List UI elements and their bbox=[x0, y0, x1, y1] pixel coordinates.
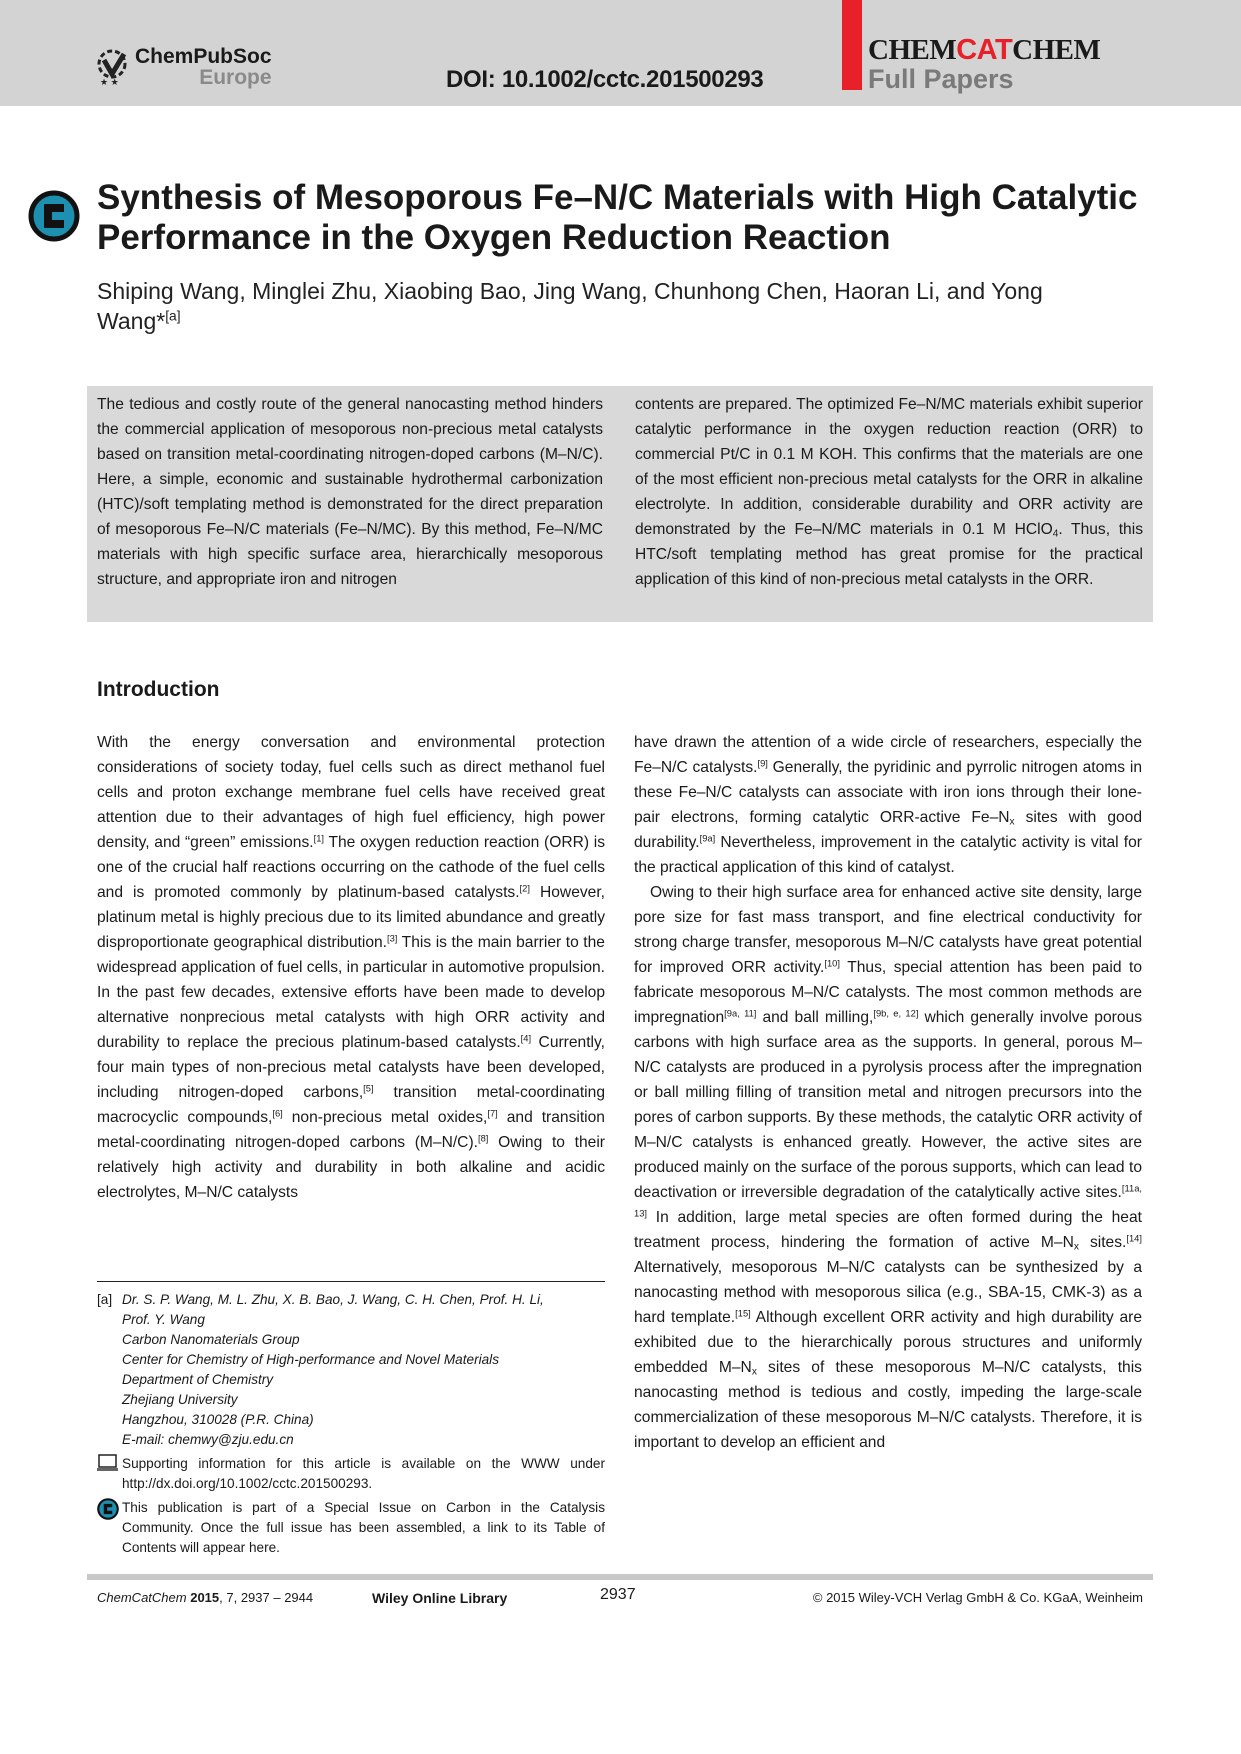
text-run: Alternatively, mesoporous M–N/C catalysts can be synthesized by a nanocasting method with mesoporous silica (e.g., SBA-15, CMK-3) as a hard template. bbox=[634, 1259, 1142, 1326]
abstract-box bbox=[87, 386, 1153, 622]
copyright: © 2015 Wiley-VCH Verlag GmbH & Co. KGaA, Weinheim bbox=[812, 1590, 1143, 1605]
affiliation-line: Center for Chemistry of High-performance and Novel Materials bbox=[122, 1352, 499, 1367]
citation-ref[interactable]: [8] bbox=[477, 1133, 489, 1144]
text-run: With the energy conversation and environmental protection considerations of society today, fuel cells such as direct methanol fuel cells and proton exchange membrane fuel cells have received great attention due to their advantages of high fuel efficiency, high power density, and “green” emissions. bbox=[97, 734, 605, 851]
subscript: x bbox=[1009, 816, 1015, 828]
logo-bottom: Europe bbox=[199, 66, 272, 89]
journal-name bbox=[868, 34, 1100, 67]
footnote-label: [a] bbox=[97, 1292, 113, 1307]
text-run: However, platinum metal is highly precious due to its limited abundance and greatly disproportionate geographical distribution. bbox=[97, 884, 605, 951]
text-run: This is the main barrier to the widespread application of fuel cells, in particular in automotive propulsion. In the past few decades, extensive efforts have been made to develop alternative nonprecious metal catalysts with high ORR activity and durability to replace the precious platinum-based catalysts. bbox=[97, 934, 605, 1051]
text-run: The oxygen reduction reaction (ORR) is one of the crucial half reactions occurring on the cathode of the fuel cells and is promoted commonly by platinum-based catalysts. bbox=[97, 834, 605, 901]
text-run: which generally involve porous carbons with high surface area as the supports. In general, porous M–N/C catalysts are produced in a pyrolysis process after the impregnation or ball milling filling of transition metal and nitrogen precursors into the pores of carbon supports. By these methods, the catalytic ORR activity of M–N/C catalysts is enhanced greatly. However, the active sites are produced mainly on the surface of the porous supports, which can lead to deactivation or irreversible degradation of the catalytically active sites. bbox=[634, 1009, 1142, 1201]
section-label: Full Papers bbox=[868, 64, 1014, 94]
text-run: non-precious metal oxides, bbox=[282, 1109, 488, 1126]
author-affiliation-mark: [a] bbox=[165, 308, 181, 324]
journal-name-c: CHEM bbox=[1012, 34, 1101, 66]
text-run: Although excellent ORR activity and high durability are exhibited due to the hierarchically porous structures and uniformly embedded M–N bbox=[634, 1309, 1143, 1376]
citation-ref[interactable]: [11a, 13] bbox=[634, 1183, 1142, 1219]
article-title: Synthesis of Mesoporous Fe–N/C Materials with High Catalytic Performance in the Oxygen Reduction Reaction bbox=[97, 178, 1138, 257]
special-issue-small-icon bbox=[97, 1498, 122, 1558]
citation-ref[interactable]: [6] bbox=[272, 1108, 283, 1119]
journal-header bbox=[0, 0, 1241, 106]
text-run: In addition, large metal species are often formed during the heat treatment process, hindering the formation of active M–N bbox=[634, 1209, 1142, 1251]
footer-journal: ChemCatChem bbox=[97, 1590, 187, 1605]
citation-ref[interactable]: [9b, e, 12] bbox=[873, 1008, 919, 1019]
text-run: The tedious and costly route of the general nanocasting method hinders the commercial application of mesoporous non-precious metal catalysts based on transition metal-coordinating nitrogen-doped carbons (M–N/C). Here, a simple, economic and sustainable hydrothermal carbonization (HTC)/soft templating method is demonstrated for the direct preparation of mesoporous Fe–N/C materials (Fe–N/MC). By this method, Fe–N/MC materials with high specific surface area, hierarchically mesoporous structure, and appropriate iron and nitrogen bbox=[97, 396, 603, 588]
email[interactable]: E-mail: chemwy@zju.edu.cn bbox=[122, 1432, 294, 1447]
author-list bbox=[97, 276, 1097, 336]
footer-divider bbox=[87, 1574, 1153, 1580]
wiley-online-library-link[interactable]: Wiley Online Library bbox=[372, 1590, 508, 1606]
special-issue-note: This publication is part of a Special Issue on Carbon in the Catalysis Community. Once the full issue has been assembled, a link to its Table of Contents will appear here. bbox=[122, 1500, 605, 1555]
text-run: Generally, the pyridinic and pyrrolic nitrogen atoms in these Fe–N/C catalysts can associate with iron ions through their lone-pair electrons, forming catalytic ORR-active Fe–N bbox=[634, 759, 1142, 826]
citation-ref[interactable]: [2] bbox=[519, 883, 530, 894]
text-run: Thus, special attention has been paid to fabricate mesoporous M–N/C catalysts. The most common methods are impregnation bbox=[634, 959, 1143, 1026]
text-run: Nevertheless, improvement in the catalytic activity is vital for the practical application of this kind of catalyst. bbox=[634, 834, 1142, 876]
abstract-left bbox=[97, 392, 603, 592]
citation-ref[interactable]: [3] bbox=[387, 933, 398, 944]
subscript: x bbox=[751, 1366, 757, 1378]
accent-bar bbox=[842, 0, 862, 90]
text-run: have drawn the attention of a wide circle of researchers, especially the Fe–N/C catalysts. bbox=[634, 734, 1142, 776]
footer-year: 2015 bbox=[190, 1590, 220, 1605]
chempubsoc-logo bbox=[96, 46, 272, 88]
citation-ref[interactable]: [5] bbox=[363, 1083, 374, 1094]
svg-text:★ ★: ★ ★ bbox=[100, 77, 119, 86]
abstract-right bbox=[635, 392, 1143, 592]
text-run: and transition metal-coordinating nitrogen-doped carbons (M–N/C). bbox=[97, 1109, 605, 1151]
citation-ref[interactable]: [9] bbox=[757, 758, 768, 769]
subscript: 4 bbox=[1052, 528, 1059, 540]
text-run: contents are prepared. The optimized Fe–N/MC materials exhibit superior catalytic performance in the oxygen reduction reaction (ORR) to commercial Pt/C in 0.1 M KOH. This confirms that the materials are one of the most efficient non-precious metal catalysts for the ORR in alkaline electrolyte. In addition, considerable durability and ORR activity are demonstrated by the Fe–N/MC materials in 0.1 M HClO bbox=[635, 396, 1143, 538]
text-run: Currently, four main types of non-precious metal catalysts have been developed, including nitrogen-doped carbons, bbox=[97, 1034, 605, 1101]
laptop-icon bbox=[97, 1454, 122, 1494]
affiliation-line: Department of Chemistry bbox=[122, 1372, 274, 1387]
citation-ref[interactable]: [9a] bbox=[699, 833, 716, 844]
affiliation-line: Dr. S. P. Wang, M. L. Zhu, X. B. Bao, J. Wang, C. H. Chen, Prof. H. Li, bbox=[122, 1292, 544, 1307]
intro-right-column bbox=[634, 730, 1142, 1455]
affiliation-line: Prof. Y. Wang bbox=[122, 1312, 205, 1327]
footnotes bbox=[97, 1281, 605, 1558]
text-run: sites. bbox=[1078, 1234, 1127, 1251]
paragraph bbox=[634, 730, 1142, 880]
text-run: sites with good durability. bbox=[634, 809, 1143, 851]
text-run: and ball milling, bbox=[756, 1009, 874, 1026]
affiliation-line: Zhejiang University bbox=[122, 1392, 238, 1407]
logo-top: ChemPubSoc bbox=[135, 45, 272, 68]
journal-name-b: CAT bbox=[956, 34, 1013, 66]
text-run: sites of these mesoporous M–N/C catalysts, this nanocasting method is tedious and costly, impeding the large-scale commercialization of these mesoporous M–N/C catalysts. Therefore, it is important to develop an efficient and bbox=[634, 1359, 1142, 1451]
section-heading: Introduction bbox=[97, 678, 220, 701]
author-names: Shiping Wang, Minglei Zhu, Xiaobing Bao, Jing Wang, Chunhong Chen, Haoran Li, and Yong Wang* bbox=[97, 278, 1043, 334]
citation bbox=[97, 1590, 313, 1605]
text-run: . Thus, this HTC/soft templating method has great promise for the practical application of this kind of non-precious metal catalysts in the ORR. bbox=[635, 521, 1143, 588]
intro-left-column bbox=[97, 730, 605, 1205]
doi[interactable]: DOI: 10.1002/cctc.201500293 bbox=[446, 66, 764, 93]
citation-ref[interactable]: [14] bbox=[1126, 1233, 1142, 1244]
text-run: Owing to their relatively high activity and durability in both alkaline and acidic electrolytes, M–N/C catalysts bbox=[97, 1134, 605, 1201]
citation-ref[interactable]: [15] bbox=[735, 1308, 751, 1319]
citation-ref[interactable]: [7] bbox=[487, 1108, 498, 1119]
affiliation bbox=[122, 1290, 544, 1450]
supporting-info-note[interactable]: Supporting information for this article is available on the WWW under http://dx.doi.org/10.1002/cctc.201500293. bbox=[122, 1456, 605, 1491]
affiliation-line: Hangzhou, 310028 (P.R. China) bbox=[122, 1412, 314, 1427]
citation-ref[interactable]: [10] bbox=[824, 958, 840, 969]
paragraph bbox=[634, 880, 1142, 1455]
special-issue-icon bbox=[28, 190, 80, 242]
citation-ref[interactable]: [4] bbox=[520, 1033, 532, 1044]
text-run: Owing to their high surface area for enhanced active site density, large pore size for fast mass transport, and fine electrical conductivity for strong charge transfer, mesoporous M–N/C catalysts have great potential for improved ORR activity. bbox=[634, 884, 1142, 976]
affiliation-line: Carbon Nanomaterials Group bbox=[122, 1332, 300, 1347]
citation-ref[interactable]: [9a, 11] bbox=[724, 1008, 757, 1019]
page-number: 2937 bbox=[600, 1586, 636, 1603]
citation-ref[interactable]: [1] bbox=[313, 833, 325, 844]
journal-name-a: CHEM bbox=[868, 34, 957, 66]
subscript: x bbox=[1073, 1241, 1079, 1253]
text-run: transition metal-coordinating macrocyclic compounds, bbox=[97, 1084, 605, 1126]
chempubsoc-star-icon bbox=[96, 46, 132, 86]
footer-pages: , 7, 2937 – 2944 bbox=[219, 1590, 314, 1605]
